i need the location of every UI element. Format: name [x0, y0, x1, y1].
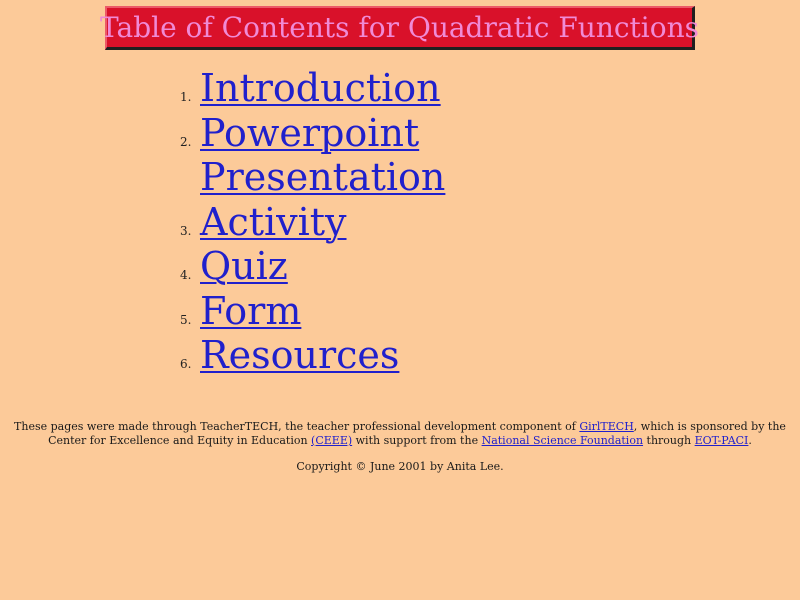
- copyright: Copyright © June 2001 by Anita Lee.: [296, 460, 504, 473]
- credits-text: through: [643, 434, 695, 447]
- page-title: Table of Contents for Quadratic Functions: [100, 11, 699, 44]
- toc-item-introduction: [180, 66, 600, 111]
- credits-text: with support from the: [352, 434, 482, 447]
- toc-item-number: 1.: [180, 90, 192, 104]
- credits-paragraph: [0, 420, 800, 448]
- nsf-link[interactable]: National Science Foundation: [481, 434, 644, 447]
- toc-item-number: 2.: [180, 134, 192, 149]
- credits-text: .: [748, 434, 752, 447]
- toc-item-number: 3.: [180, 223, 192, 238]
- quiz-link[interactable]: Quiz: [200, 244, 288, 288]
- activity-link[interactable]: Activity: [200, 199, 347, 244]
- toc-item-number: 4.: [180, 268, 192, 282]
- powerpoint-presentation-link[interactable]: Powerpoint Presentation: [200, 110, 446, 199]
- credits-text: , which is sponsored by the Center for Excellence and Equity in Education: [48, 420, 786, 447]
- footer: [0, 420, 800, 474]
- table-of-contents: [180, 66, 600, 378]
- toc-item-powerpoint: [180, 111, 600, 200]
- toc-item-form: [180, 289, 600, 334]
- resources-link[interactable]: Resources: [200, 333, 400, 377]
- eot-paci-link[interactable]: EOT-PACI: [694, 434, 749, 447]
- form-link[interactable]: Form: [200, 288, 302, 333]
- toc-item-resources: [180, 333, 600, 378]
- ceee-link[interactable]: (CEEE): [311, 434, 353, 447]
- toc-item-number: 6.: [180, 357, 192, 371]
- toc-item-number: 5.: [180, 312, 192, 327]
- credits-text: These pages were made through TeacherTECH, the teacher professional development component of: [14, 420, 580, 433]
- title-banner: [100, 6, 699, 50]
- introduction-link[interactable]: Introduction: [200, 66, 441, 110]
- girltech-link[interactable]: GirlTECH: [579, 420, 634, 433]
- toc-item-quiz: [180, 244, 600, 289]
- toc-item-activity: [180, 200, 600, 245]
